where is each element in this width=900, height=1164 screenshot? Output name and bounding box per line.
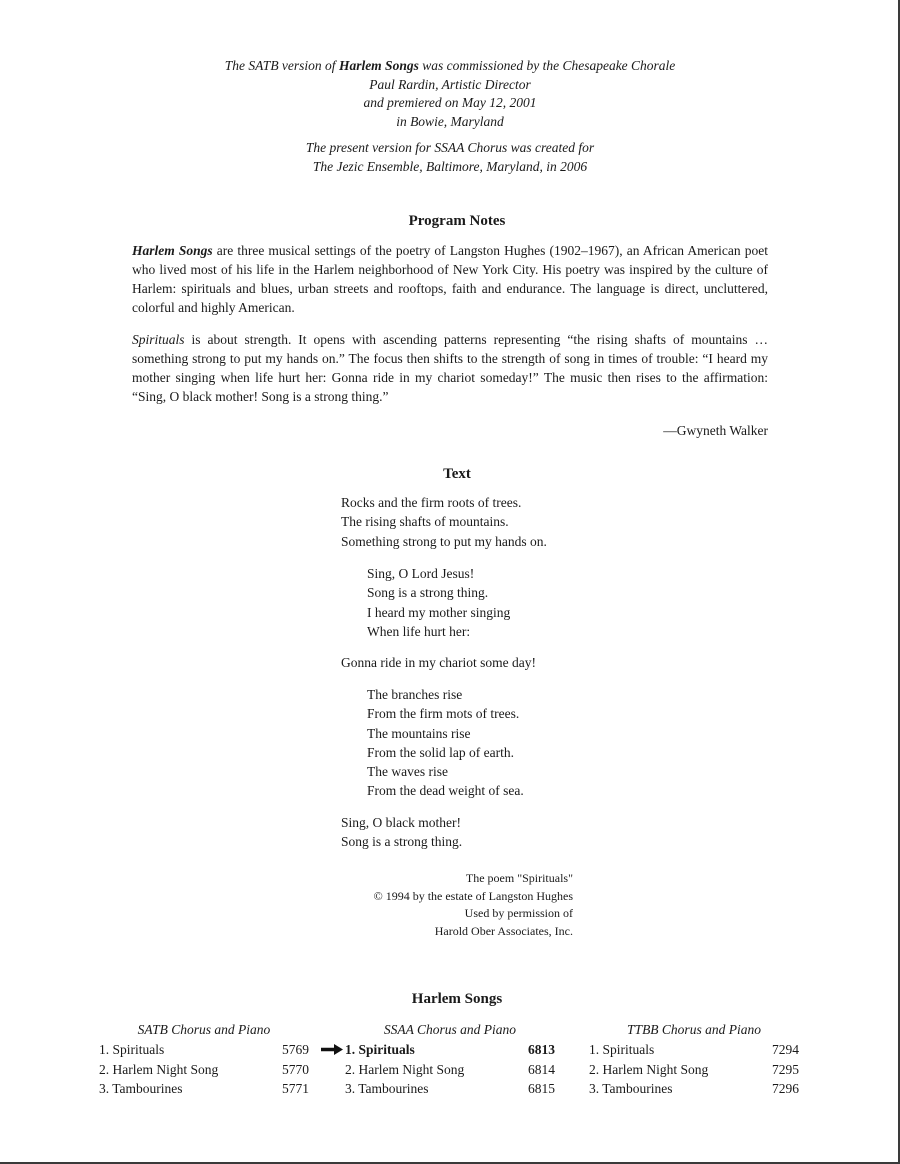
credit-work-title: Harlem Songs xyxy=(338,58,419,73)
column-title: SSAA Chorus and Piano xyxy=(383,1022,517,1037)
program-notes-paragraph-2: Spirituals is about strength. It opens with ascending patterns representing “the rising shafts of mountains … something strong to put my hands on.” The focus then shifts to the strength of song in times of trouble: “I heard my mother singing when life hurt her: Gonna ride in my chariot someday!” The music then rises to the affirmation: “Sing, O black mother! Song is a strong thing.” xyxy=(132,332,768,404)
poem-line: Sing, O black mother! xyxy=(341,815,461,830)
catalog-column-ssaa xyxy=(345,1020,555,1099)
harlem-songs-heading: Harlem Songs xyxy=(411,991,503,1007)
credit-line-1: The SATB version of Harlem Songs was commissioned by the Chesapeake Chorale xyxy=(224,58,676,73)
credit-line-5: The present version for SSAA Chorus was created for xyxy=(305,140,595,155)
credit-line-6: The Jezic Ensemble, Baltimore, Maryland, in 2006 xyxy=(312,158,588,174)
catalog-column-ttbb xyxy=(589,1020,799,1099)
permission-line: Harold Ober Associates, Inc. xyxy=(434,923,573,938)
signature: —Gwyneth Walker xyxy=(663,423,768,438)
catalog-item: 3. Tambourines 7296 xyxy=(589,1081,799,1096)
poem-stanza-1 xyxy=(341,493,547,551)
poem-stanza-4 xyxy=(367,685,524,801)
column-title: TTBB Chorus and Piano xyxy=(627,1022,761,1037)
poem-line: The mountains rise xyxy=(367,725,471,741)
credit-line-3: and premiered on May 12, 2001 xyxy=(363,95,537,110)
catalog-item: 2. Harlem Night Song 6814 xyxy=(345,1061,555,1077)
poem-line: When life hurt her: xyxy=(367,623,471,639)
catalog-item: 1. Spirituals 7294 xyxy=(589,1042,799,1057)
permission-line: The poem "Spirituals" xyxy=(465,871,573,885)
credit-line-2: Paul Rardin, Artistic Director xyxy=(369,76,531,92)
credit-line-4: in Bowie, Maryland xyxy=(396,113,504,129)
poem-line: The branches rise xyxy=(367,687,463,702)
poem-line: I heard my mother singing xyxy=(367,604,511,620)
poem-stanza-3 xyxy=(341,653,536,672)
catalog-item: 2. Harlem Night Song 5770 xyxy=(99,1061,309,1077)
poem-line: Gonna ride in my chariot some day! xyxy=(341,655,536,670)
catalog-item-current: 1. Spirituals 6813 xyxy=(345,1040,555,1060)
catalog-item: 2. Harlem Night Song 7295 xyxy=(589,1061,799,1077)
poem-line: Song is a strong thing. xyxy=(367,585,489,601)
text-heading: Text xyxy=(443,466,471,482)
catalog-item: 3. Tambourines 5771 xyxy=(99,1081,309,1096)
catalog-item: 1. Spirituals 5769 xyxy=(99,1042,309,1057)
version-credits xyxy=(0,139,900,176)
catalog-column-satb xyxy=(99,1020,309,1099)
poem-line: From the dead weight of sea. xyxy=(367,783,524,799)
permission-notice xyxy=(374,870,573,940)
poem-line: The waves rise xyxy=(367,764,448,780)
poem-line: From the firm mots of trees. xyxy=(367,706,520,722)
permission-line: Used by permission of xyxy=(464,906,573,920)
program-notes-heading: Program Notes xyxy=(408,213,506,229)
poem-line: Sing, O Lord Jesus! xyxy=(367,566,475,581)
right-arrow-icon xyxy=(321,1044,343,1055)
poem-line: Rocks and the firm roots of trees. xyxy=(341,495,522,510)
poem-stanza-2 xyxy=(367,564,510,641)
program-notes-paragraph-1: Harlem Songs are three musical settings of the poetry of Langston Hughes (1902–1967), an African American poet who lived most of his life in the Harlem neighborhood of New York City. His poetry was inspired by the culture of Harlem: spirituals and blues, urban streets and rooftops, faith and endurance. The language is direct, uncluttered, colorful and highly American. xyxy=(132,243,768,315)
commission-credits xyxy=(0,57,900,131)
column-title: SATB Chorus and Piano xyxy=(137,1022,271,1037)
poem-stanza-5 xyxy=(341,813,462,852)
poem-line: The rising shafts of mountains. xyxy=(341,514,509,530)
poem-line: Something strong to put my hands on. xyxy=(341,533,547,549)
poem-line: From the solid lap of earth. xyxy=(367,744,514,760)
poem-line: Song is a strong thing. xyxy=(341,834,463,850)
catalog-item: 3. Tambourines 6815 xyxy=(345,1081,555,1096)
permission-line: © 1994 by the estate of Langston Hughes xyxy=(373,888,573,903)
